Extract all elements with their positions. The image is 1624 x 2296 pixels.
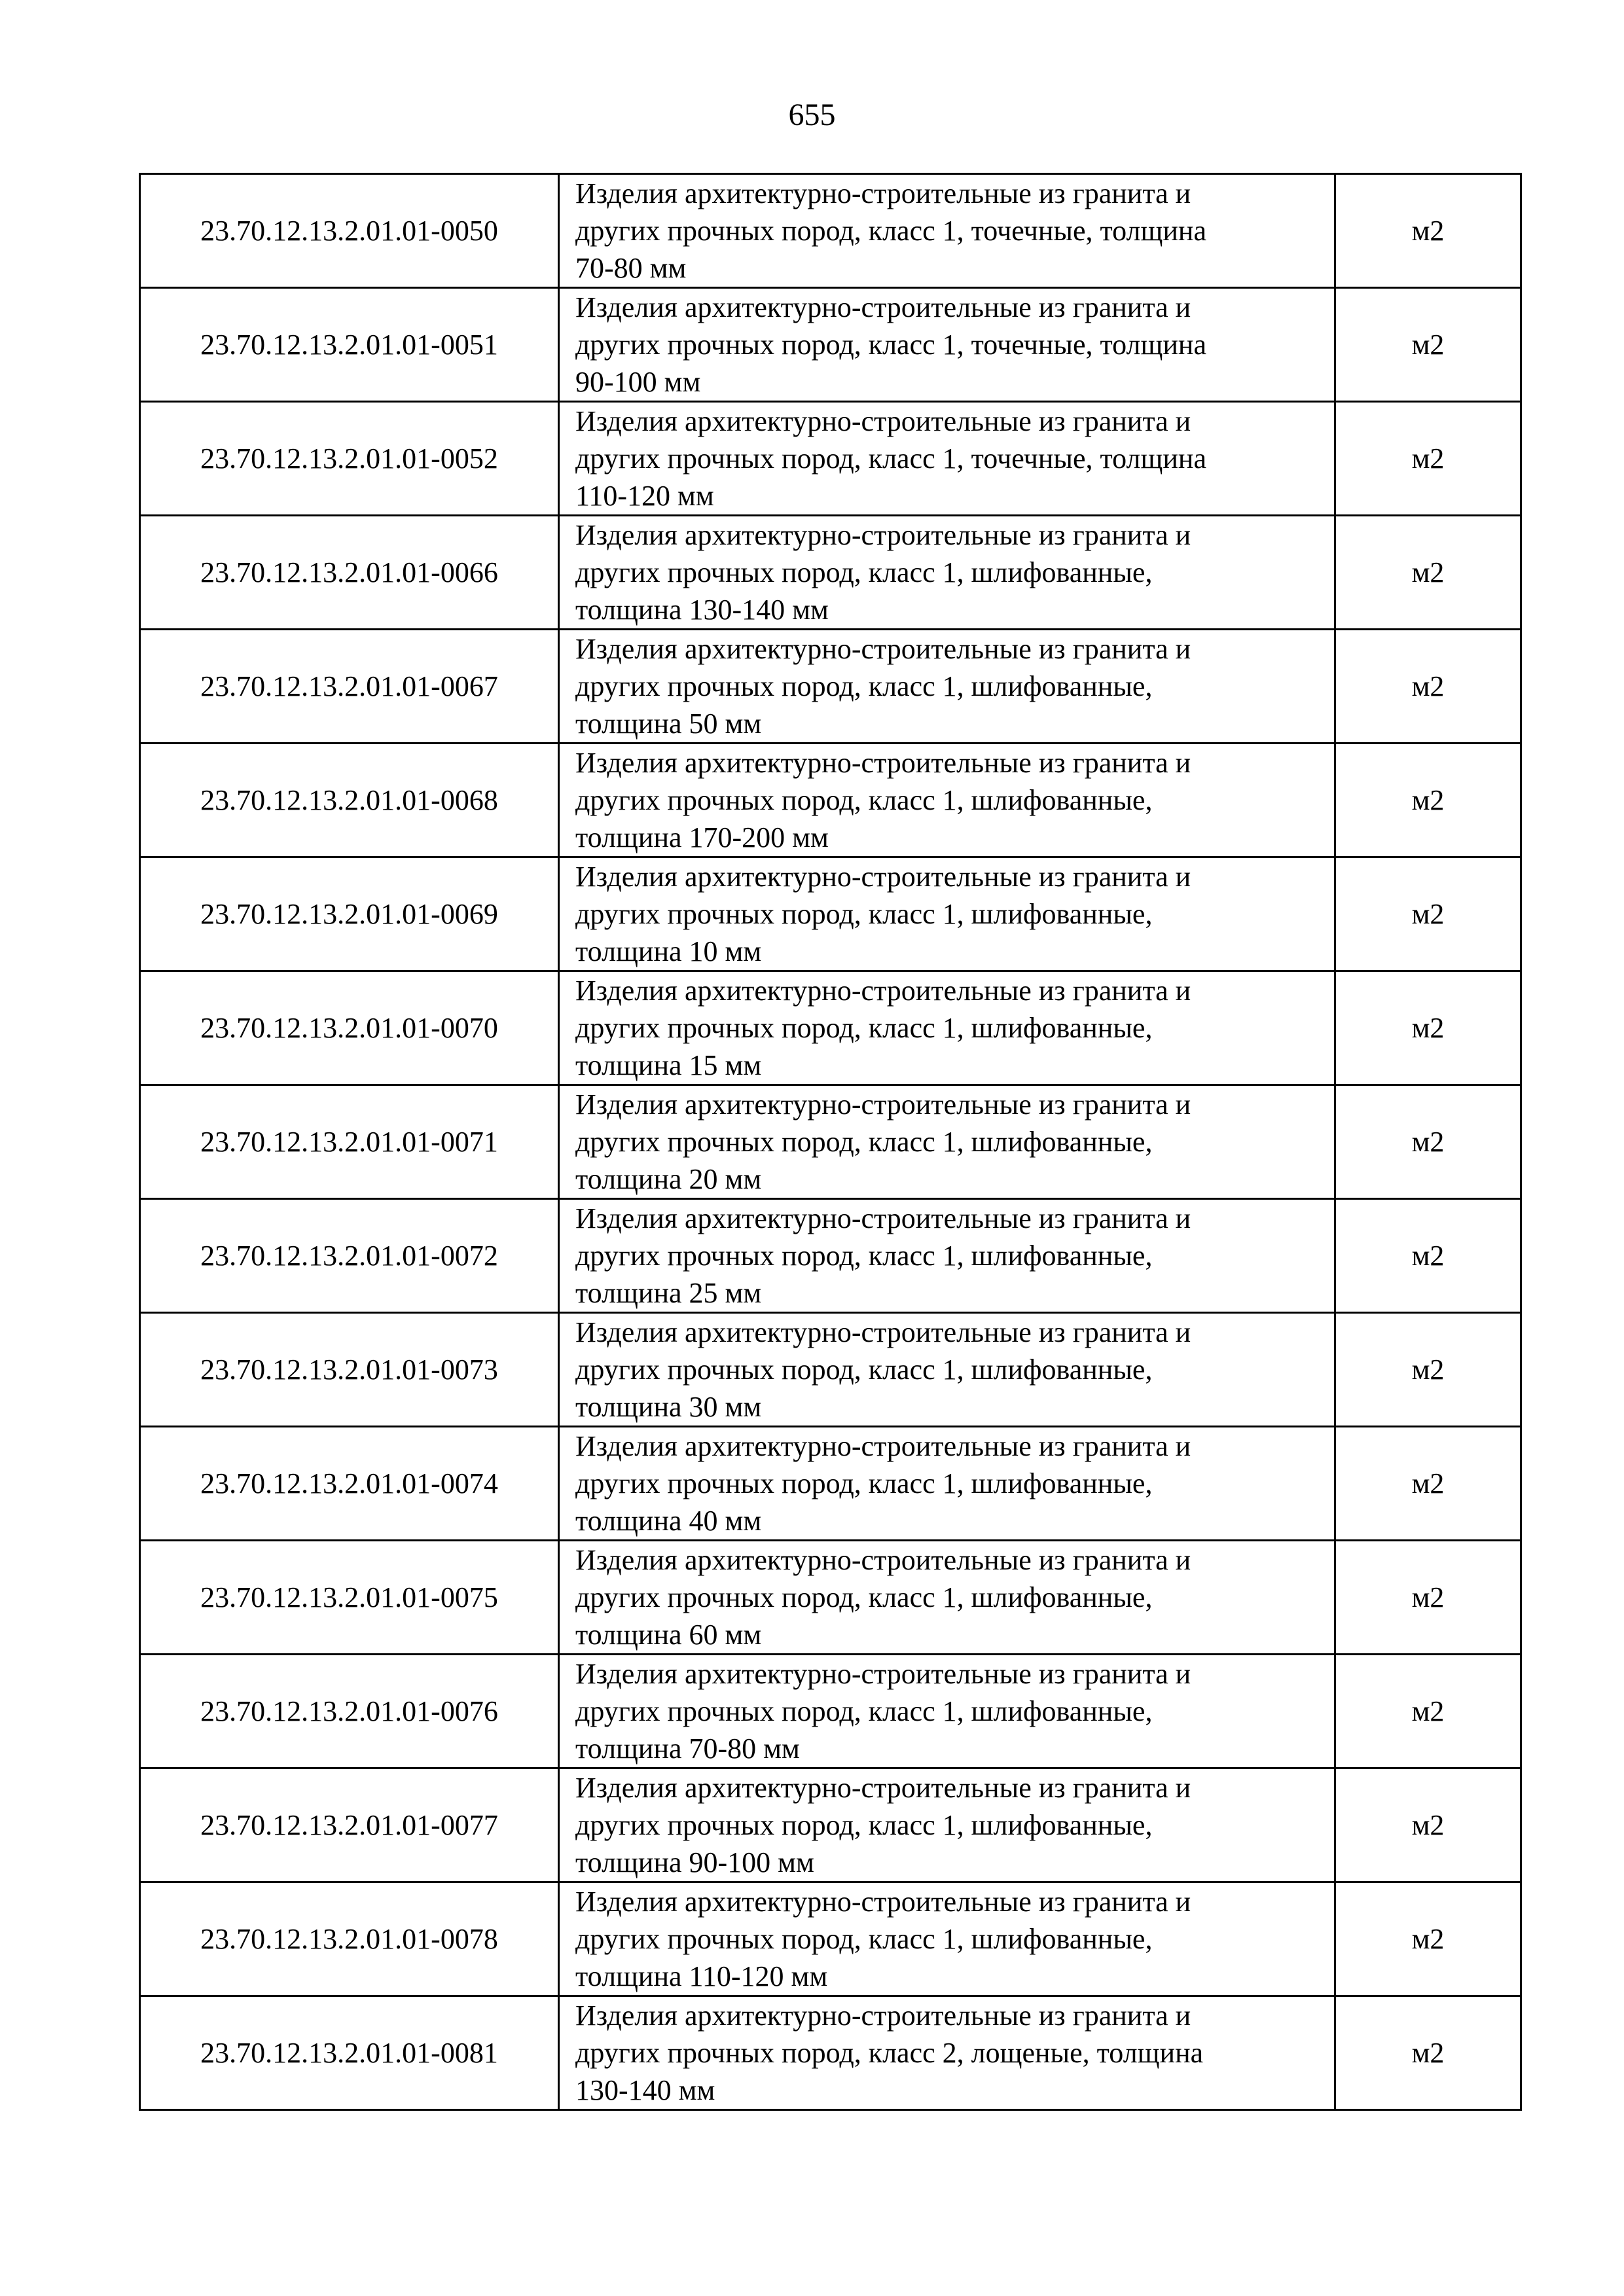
- table-row: [140, 1199, 1521, 1313]
- unit-cell: м2: [1335, 516, 1521, 630]
- unit-cell: м2: [1335, 1768, 1521, 1882]
- description-line: толщина 110-120 мм: [575, 1960, 828, 1992]
- unit-cell: м2: [1335, 1427, 1521, 1541]
- description-line: других прочных пород, класс 1, шлифованные,: [575, 784, 1153, 816]
- table-row: [140, 744, 1521, 857]
- resource-code-cell: 23.70.12.13.2.01.01-0066: [140, 516, 559, 630]
- description-line: толщина 10 мм: [575, 935, 762, 967]
- description-line: других прочных пород, класс 1, шлифованные,: [575, 1467, 1153, 1499]
- unit-cell: м2: [1335, 1996, 1521, 2110]
- description-line: других прочных пород, класс 1, точечные, толщина: [575, 442, 1207, 475]
- description-line: 130-140 мм: [575, 2074, 715, 2106]
- table-row: [140, 1541, 1521, 1655]
- description-line: Изделия архитектурно-строительные из гранита и: [575, 975, 1191, 1007]
- description-line: других прочных пород, класс 1, шлифованные,: [575, 1240, 1153, 1272]
- unit-cell: м2: [1335, 971, 1521, 1085]
- description-line: толщина 130-140 мм: [575, 594, 829, 626]
- resource-description-cell: [559, 402, 1335, 516]
- description-line: толщина 30 мм: [575, 1391, 762, 1423]
- resource-description-cell: [559, 1996, 1335, 2110]
- unit-cell: м2: [1335, 402, 1521, 516]
- page-number: 655: [788, 98, 836, 132]
- unit-cell: м2: [1335, 630, 1521, 744]
- resource-code-cell: 23.70.12.13.2.01.01-0069: [140, 857, 559, 971]
- description-line: других прочных пород, класс 1, шлифованные,: [575, 1809, 1153, 1841]
- description-line: Изделия архитектурно-строительные из гранита и: [575, 1430, 1191, 1462]
- description-line: Изделия архитектурно-строительные из гранита и: [575, 1544, 1191, 1576]
- unit-cell: м2: [1335, 1655, 1521, 1768]
- description-line: Изделия архитектурно-строительные из гранита и: [575, 1772, 1191, 1804]
- description-line: толщина 60 мм: [575, 1619, 762, 1651]
- resource-code-cell: 23.70.12.13.2.01.01-0076: [140, 1655, 559, 1768]
- resource-description-cell: [559, 1313, 1335, 1427]
- resource-description-cell: [559, 288, 1335, 402]
- description-line: 90-100 мм: [575, 366, 701, 398]
- resource-description-cell: [559, 1768, 1335, 1882]
- description-line: Изделия архитектурно-строительные из гранита и: [575, 747, 1191, 779]
- table-body: [140, 174, 1521, 2110]
- resource-code-cell: 23.70.12.13.2.01.01-0068: [140, 744, 559, 857]
- table-row: [140, 1996, 1521, 2110]
- table-row: [140, 1655, 1521, 1768]
- description-line: других прочных пород, класс 1, шлифованные,: [575, 1354, 1153, 1386]
- table-row: [140, 516, 1521, 630]
- table-row: [140, 971, 1521, 1085]
- resource-code-cell: 23.70.12.13.2.01.01-0050: [140, 174, 559, 288]
- unit-cell: м2: [1335, 1541, 1521, 1655]
- description-line: других прочных пород, класс 1, шлифованные,: [575, 1581, 1153, 1613]
- description-line: Изделия архитектурно-строительные из гранита и: [575, 633, 1191, 665]
- description-line: толщина 70-80 мм: [575, 1732, 800, 1765]
- description-line: Изделия архитектурно-строительные из гранита и: [575, 177, 1191, 209]
- materials-table: [139, 173, 1522, 2111]
- description-line: других прочных пород, класс 1, шлифованные,: [575, 670, 1153, 702]
- description-line: толщина 20 мм: [575, 1163, 762, 1195]
- resource-code-cell: 23.70.12.13.2.01.01-0071: [140, 1085, 559, 1199]
- table-row: [140, 1882, 1521, 1996]
- table-row: [140, 630, 1521, 744]
- table-row: [140, 1085, 1521, 1199]
- unit-cell: м2: [1335, 1199, 1521, 1313]
- description-line: толщина 90-100 мм: [575, 1846, 814, 1878]
- resource-description-cell: [559, 1199, 1335, 1313]
- resource-code-cell: 23.70.12.13.2.01.01-0074: [140, 1427, 559, 1541]
- description-line: толщина 25 мм: [575, 1277, 762, 1309]
- description-line: других прочных пород, класс 1, точечные, толщина: [575, 215, 1207, 247]
- description-line: 70-80 мм: [575, 252, 687, 284]
- unit-cell: м2: [1335, 1882, 1521, 1996]
- resource-description-cell: [559, 1541, 1335, 1655]
- description-line: Изделия архитектурно-строительные из гранита и: [575, 1886, 1191, 1918]
- unit-cell: м2: [1335, 288, 1521, 402]
- resource-code-cell: 23.70.12.13.2.01.01-0051: [140, 288, 559, 402]
- resource-code-cell: 23.70.12.13.2.01.01-0075: [140, 1541, 559, 1655]
- table-row: [140, 1313, 1521, 1427]
- unit-cell: м2: [1335, 744, 1521, 857]
- resource-description-cell: [559, 1882, 1335, 1996]
- description-line: Изделия архитектурно-строительные из гранита и: [575, 1316, 1191, 1348]
- unit-cell: м2: [1335, 857, 1521, 971]
- description-line: толщина 170-200 мм: [575, 821, 829, 853]
- resource-description-cell: [559, 857, 1335, 971]
- unit-cell: м2: [1335, 1313, 1521, 1427]
- resource-description-cell: [559, 630, 1335, 744]
- resource-description-cell: [559, 1085, 1335, 1199]
- description-line: Изделия архитектурно-строительные из гранита и: [575, 1202, 1191, 1234]
- description-line: Изделия архитектурно-строительные из гранита и: [575, 2000, 1191, 2032]
- description-line: других прочных пород, класс 1, точечные, толщина: [575, 329, 1207, 361]
- table-row: [140, 402, 1521, 516]
- description-line: 110-120 мм: [575, 480, 714, 512]
- resource-code-cell: 23.70.12.13.2.01.01-0077: [140, 1768, 559, 1882]
- description-line: Изделия архитектурно-строительные из гранита и: [575, 1088, 1191, 1121]
- resource-code-cell: 23.70.12.13.2.01.01-0072: [140, 1199, 559, 1313]
- description-line: Изделия архитектурно-строительные из гранита и: [575, 861, 1191, 893]
- description-line: других прочных пород, класс 1, шлифованные,: [575, 1126, 1153, 1158]
- resource-code-cell: 23.70.12.13.2.01.01-0070: [140, 971, 559, 1085]
- resource-code-cell: 23.70.12.13.2.01.01-0073: [140, 1313, 559, 1427]
- description-line: Изделия архитектурно-строительные из гранита и: [575, 405, 1191, 437]
- description-line: других прочных пород, класс 1, шлифованные,: [575, 1012, 1153, 1044]
- table-row: [140, 1427, 1521, 1541]
- description-line: других прочных пород, класс 1, шлифованные,: [575, 898, 1153, 930]
- resource-description-cell: [559, 744, 1335, 857]
- description-line: толщина 40 мм: [575, 1505, 762, 1537]
- table-row: [140, 857, 1521, 971]
- table-row: [140, 288, 1521, 402]
- unit-cell: м2: [1335, 174, 1521, 288]
- resource-description-cell: [559, 1655, 1335, 1768]
- description-line: Изделия архитектурно-строительные из гранита и: [575, 519, 1191, 551]
- description-line: толщина 50 мм: [575, 708, 762, 740]
- table-row: [140, 1768, 1521, 1882]
- description-line: других прочных пород, класс 2, лощеные, толщина: [575, 2037, 1204, 2069]
- description-line: других прочных пород, класс 1, шлифованные,: [575, 1695, 1153, 1727]
- description-line: Изделия архитектурно-строительные из гранита и: [575, 1658, 1191, 1690]
- resource-description-cell: [559, 1427, 1335, 1541]
- resource-code-cell: 23.70.12.13.2.01.01-0081: [140, 1996, 559, 2110]
- resource-code-cell: 23.70.12.13.2.01.01-0078: [140, 1882, 559, 1996]
- resource-description-cell: [559, 516, 1335, 630]
- resource-code-cell: 23.70.12.13.2.01.01-0052: [140, 402, 559, 516]
- resource-description-cell: [559, 971, 1335, 1085]
- description-line: других прочных пород, класс 1, шлифованные,: [575, 556, 1153, 588]
- description-line: толщина 15 мм: [575, 1049, 762, 1081]
- resource-code-cell: 23.70.12.13.2.01.01-0067: [140, 630, 559, 744]
- table-row: [140, 174, 1521, 288]
- resource-description-cell: [559, 174, 1335, 288]
- description-line: Изделия архитектурно-строительные из гранита и: [575, 291, 1191, 323]
- description-line: других прочных пород, класс 1, шлифованные,: [575, 1923, 1153, 1955]
- unit-cell: м2: [1335, 1085, 1521, 1199]
